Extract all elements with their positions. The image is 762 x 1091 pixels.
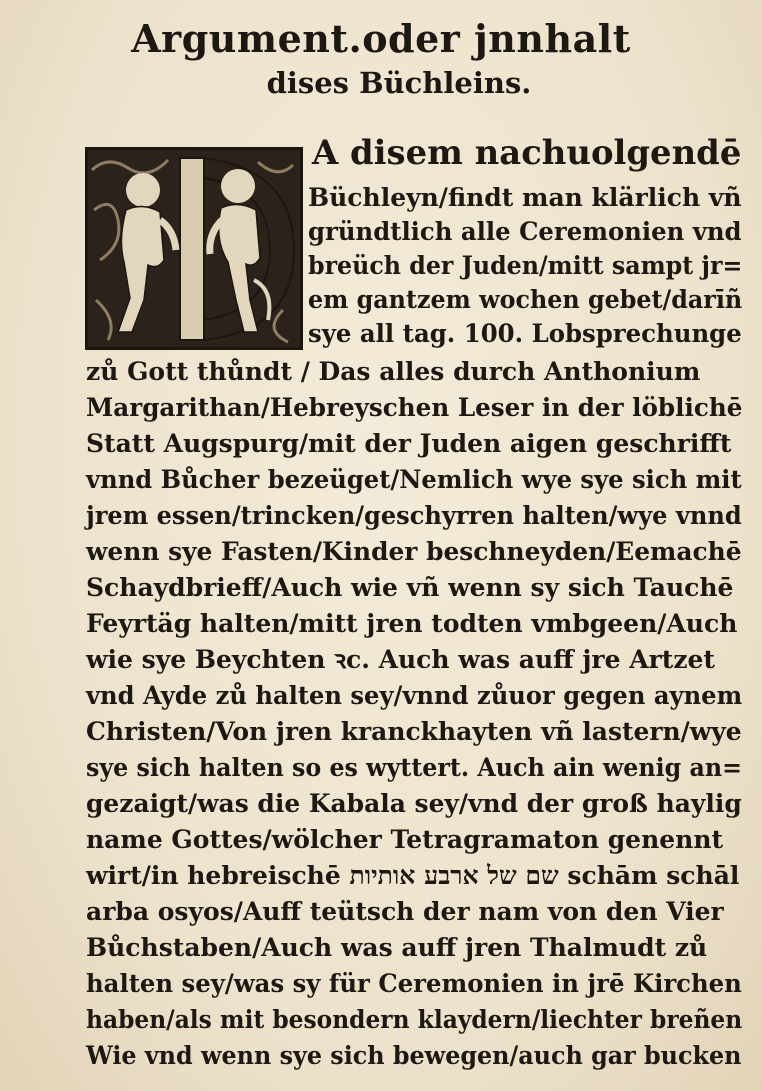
text-line: wirt/in hebreischē שם של ארבע אותיות schām schāl xyxy=(86,861,740,890)
page-subtitle: dises Büchleins. xyxy=(266,66,532,100)
text-line: Schaydbrieff/Auch wie vñ wenn sy sich Tauchē xyxy=(86,573,734,602)
text-line: vnnd Bůcher bezeüget/Nemlich wye sye sich mit xyxy=(86,465,742,494)
text-line: breüch der Juden/mitt sampt jr= xyxy=(308,251,743,280)
text-line: sye all tag. 100. Lobsprechunge xyxy=(308,319,742,348)
text-line: Büchleyn/findt man klärlich vñ xyxy=(308,183,742,212)
text-line: gezaigt/was die Kabala sey/vnd der groß haylig xyxy=(86,789,742,818)
text-line: sye sich halten so es wyttert. Auch ain wenig an= xyxy=(86,753,743,782)
text-line: wenn sye Fasten/Kinder beschneyden/Eemachē xyxy=(86,537,742,566)
text-line: A disem nachuolgendē xyxy=(312,133,742,173)
historiated-initial-icon xyxy=(85,147,303,350)
text-line: jrem essen/trincken/geschyrren halten/wye vnnd xyxy=(86,501,742,530)
text-line: Statt Augspurg/mit der Juden aigen geschrifft xyxy=(86,429,732,458)
page-title: Argument.oder jnnhalt xyxy=(131,16,631,61)
text-line: zů Gott thůndt / Das alles durch Anthonium xyxy=(86,357,701,386)
text-line: em gantzem wochen gebet/darīñ xyxy=(308,285,743,314)
text-line: haben/als mit besondern klaydern/liechter breñen xyxy=(86,1005,743,1034)
text-line: arba osyos/Auff teütsch der nam von den Vier xyxy=(86,897,724,926)
text-line: wie sye Beychten ꝛc. Auch was auff jre Artzet xyxy=(86,645,715,674)
text-line: Bůchstaben/Auch was auff jren Thalmudt zů xyxy=(86,933,708,962)
text-line: gründtlich alle Ceremonien vnd xyxy=(308,217,742,246)
text-line: Margarithan/Hebreyschen Leser in der löblichē xyxy=(86,393,743,422)
text-line: Christen/Von jren kranckhayten vñ lastern/wye xyxy=(86,717,742,746)
text-line: Feyrtäg halten/mitt jren todten vmbgeen/Auch xyxy=(86,609,738,638)
text-line: name Gottes/wölcher Tetragramaton genennt xyxy=(86,825,724,854)
text-line: halten sey/was sy für Ceremonien in jrē Kirchen xyxy=(86,969,742,998)
text-line: Wie vnd wenn sye sich bewegen/auch gar bucken xyxy=(86,1041,742,1070)
text-line: vnd Ayde zů halten sey/vnnd zůuor gegen aynem xyxy=(86,681,743,710)
